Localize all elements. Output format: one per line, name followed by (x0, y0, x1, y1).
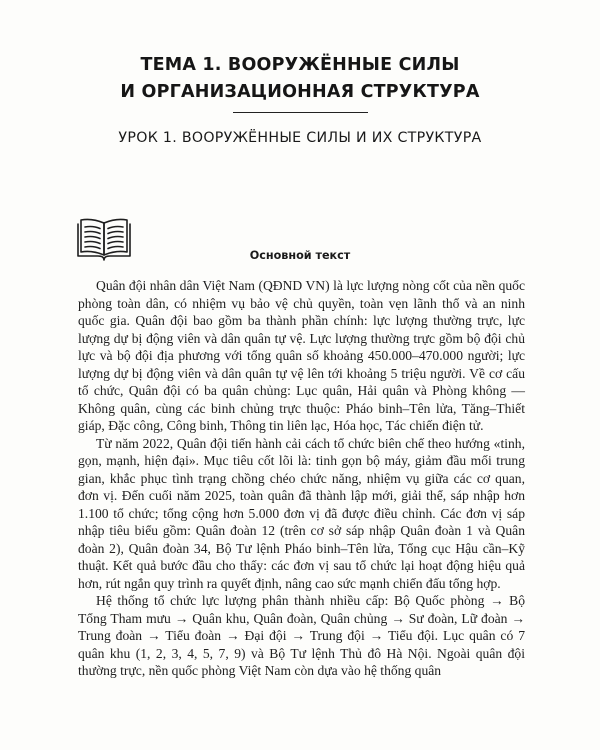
theme-title-line-2: И ОРГАНИЗАЦИОННАЯ СТРУКТУРА (120, 82, 480, 102)
theme-title (0, 52, 600, 106)
paragraph-3: Hệ thống tổ chức lực lượng phân thành nhiều cấp: Bộ Quốc phòng → Bộ Tổng Tham mưu → Quân khu, Quân đoàn, Quân chủng → Sư đoàn, Lữ đoàn → Trung đoàn → Tiểu đoàn → Đại đội → Trung đội → Tiểu đội. Lục quân có 7 quân khu (1, 2, 3, 4, 5, 7, 9) và Bộ Tư lệnh Thủ đô Hà Nội. Ngoài quân đội thường trực, nền quốc phòng Việt Nam còn dựa vào hệ thống quân (78, 593, 525, 678)
lesson-title: УРОК 1. ВООРУЖЁННЫЕ СИЛЫ И ИХ СТРУКТУРА (118, 130, 482, 146)
title-divider (233, 112, 368, 113)
paragraph-1: Quân đội nhân dân Việt Nam (QĐND VN) là lực lượng nòng cốt của nền quốc phòng toàn dân, có nhiệm vụ bảo vệ chủ quyền, toàn vẹn lãnh thổ và an ninh quốc gia. Quân đội bao gồm ba thành phần chính: lực lượng thường trực, lực lượng dự bị động viên và dân quân tự vệ. Lực lượng thường trực gồm bộ đội chủ lực và bộ đội địa phương với tổng quân số khoảng 450.000–470.000 người; lực lượng dự bị động viên và dân quân tự vệ lên tới khoảng 5 triệu người. Về cơ cấu tổ chức, Quân đội có ba quân chủng: Lục quân, Hải quân và Phòng không — Không quân, cùng các binh chủng trực thuộc: Pháo binh–Tên lửa, Tăng–Thiết giáp, Đặc công, Công binh, Thông tin liên lạc, Hóa học, Tác chiến điện tử. (78, 278, 525, 433)
section-title: Основной текст (249, 249, 351, 262)
paragraph-2: Từ năm 2022, Quân đội tiến hành cải cách tổ chức biên chế theo hướng «tinh, gọn, mạnh, hiện đại». Mục tiêu cốt lõi là: tinh gọn bộ máy, giảm đầu mối trung gian, khắc phục tình trạng chồng chéo chức năng, nhiệm vụ giữa các cơ quan, đơn vị. Đến cuối năm 2025, toàn quân đã thành lập mới, giải thể, sáp nhập hơn 1.100 tổ chức; tổng cộng hơn 5.000 đơn vị đã được điều chỉnh. Các đơn vị sáp nhập tiêu biểu gồm: Quân đoàn 12 (trên cơ sở sáp nhập Quân đoàn 1 và Quân đoàn 2), Quân đoàn 34, Bộ Tư lệnh Pháo binh–Tên lửa, Tổng cục Hậu cần–Kỹ thuật. Kết quả bước đầu cho thấy: các đơn vị sau tổ chức lại hoạt động hiệu quả hơn, rút ngắn quy trình ra quyết định, nâng cao sức mạnh chiến đấu tổng hợp. (78, 435, 525, 591)
theme-title-line-1: ТЕМА 1. ВООРУЖЁННЫЕ СИЛЫ (140, 55, 460, 75)
main-text (78, 277, 525, 680)
